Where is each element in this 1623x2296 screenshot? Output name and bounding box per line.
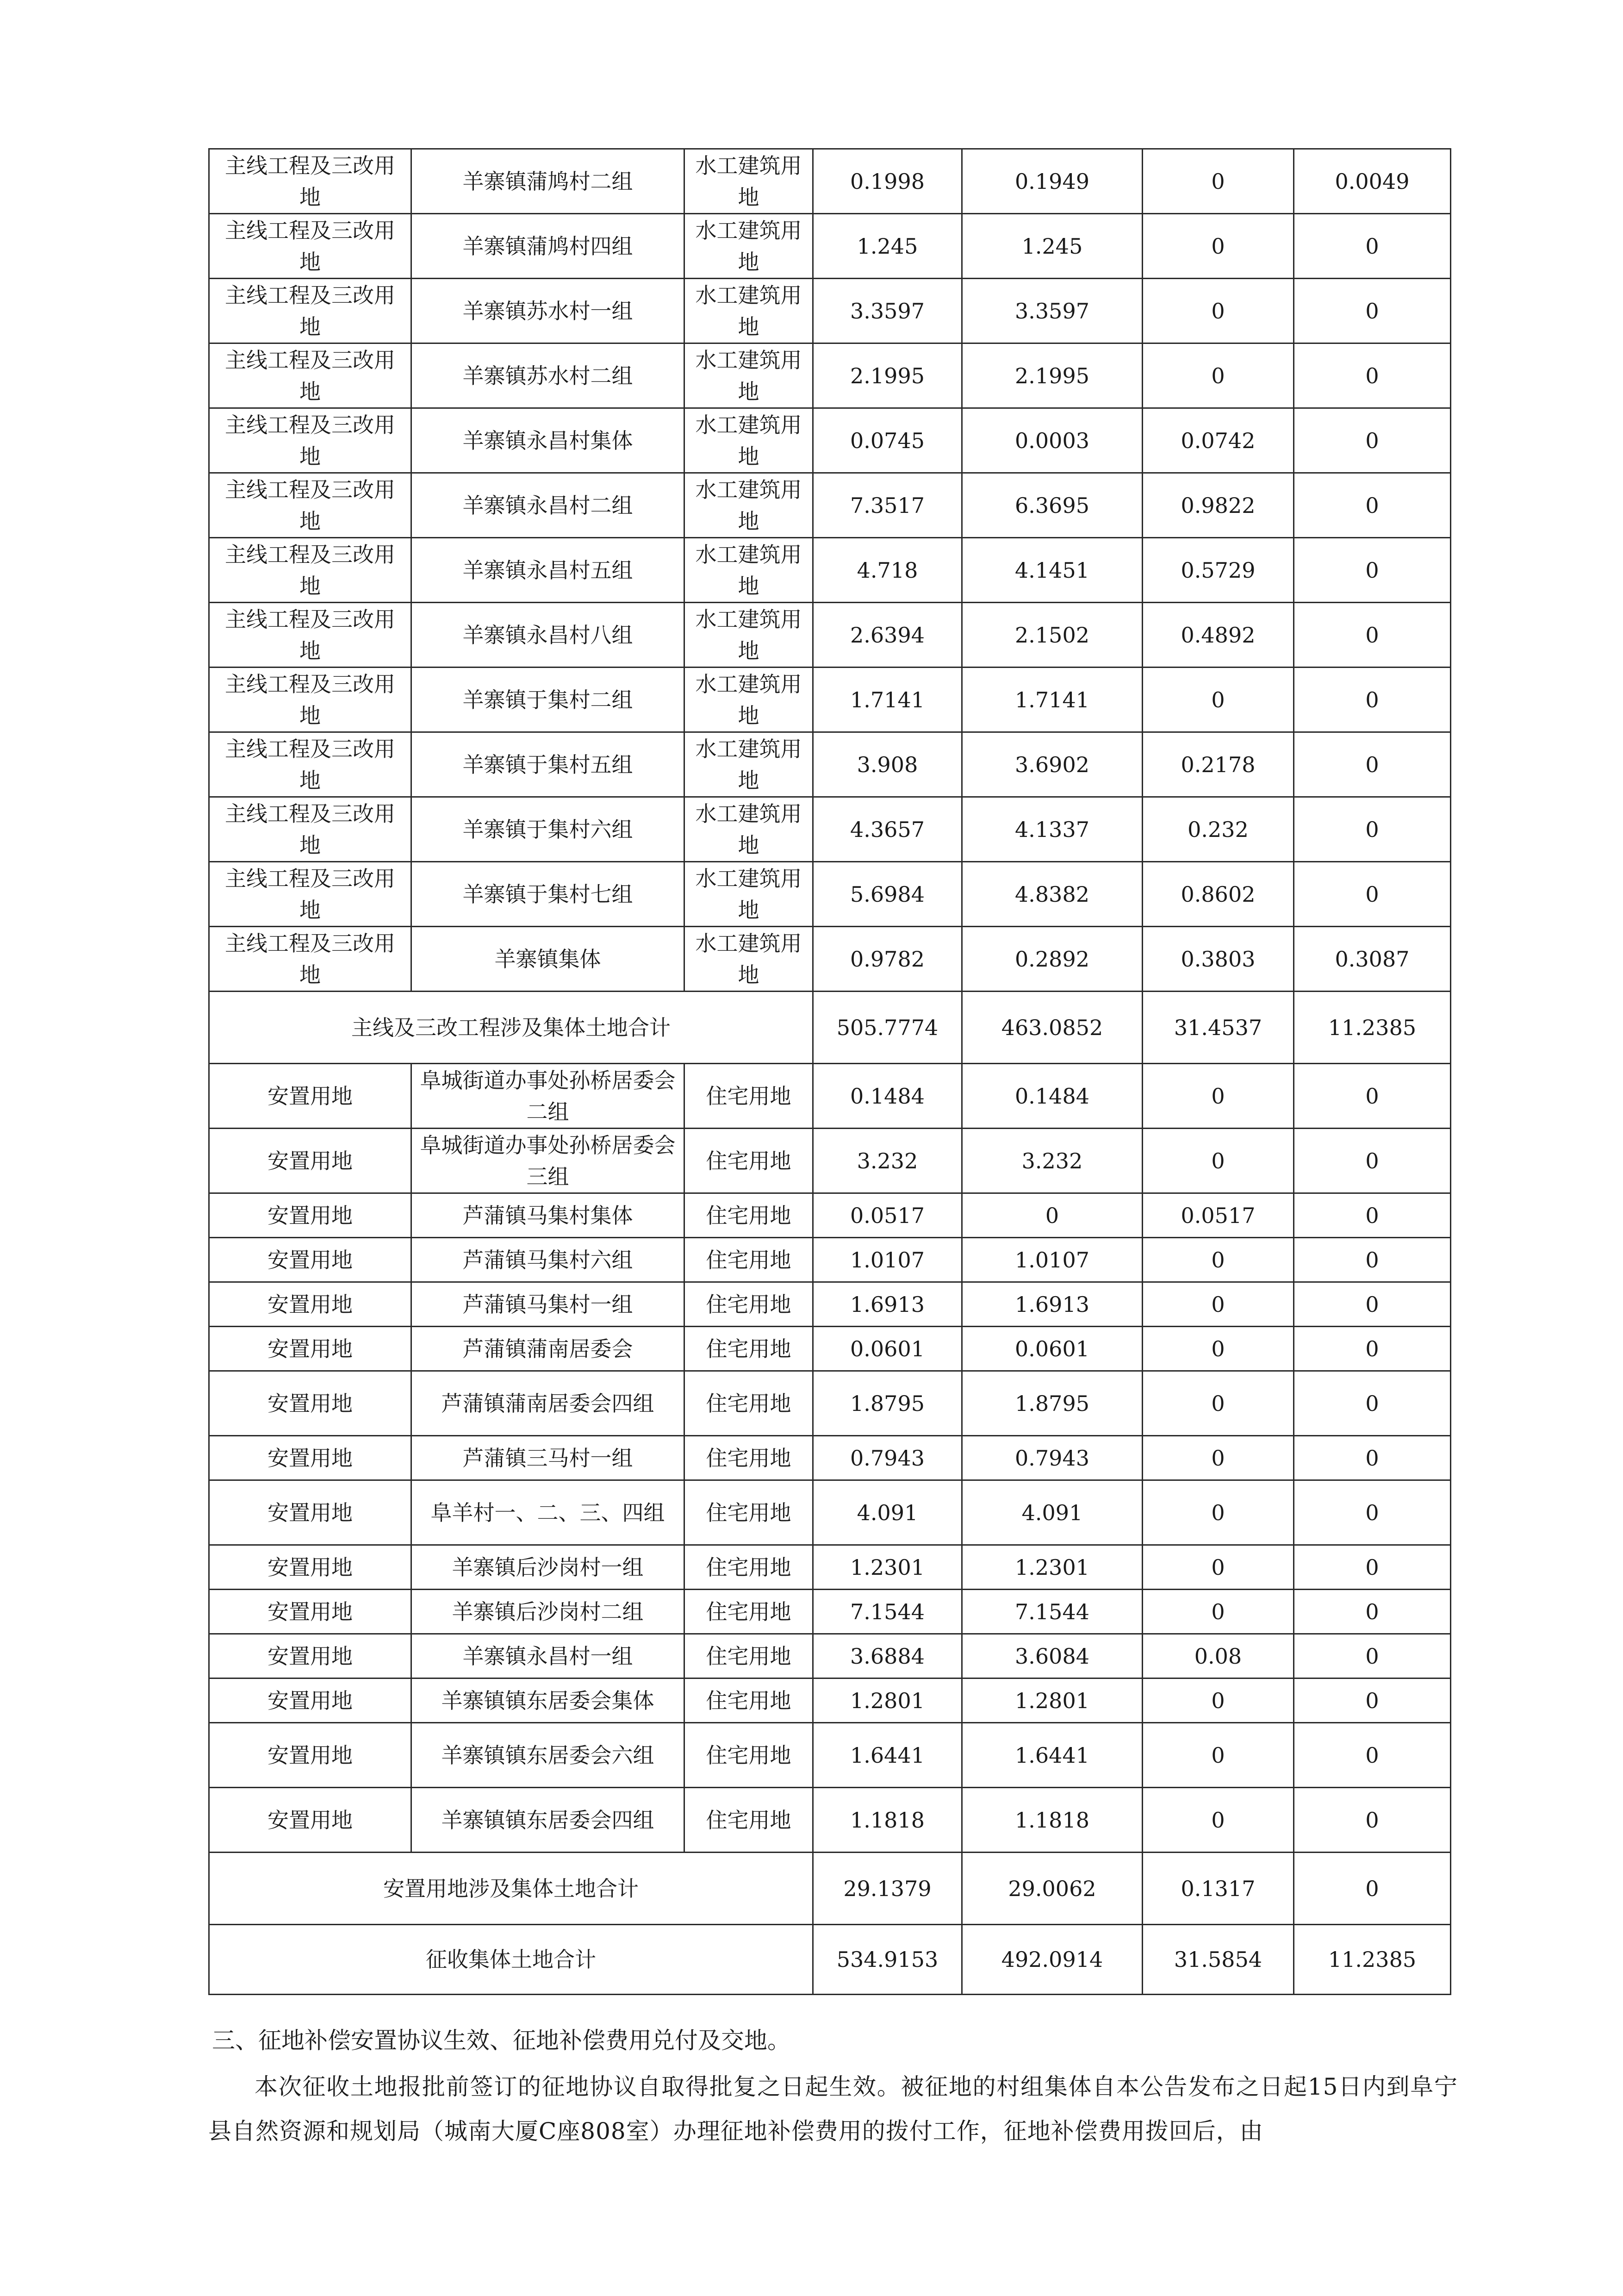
table-row [209, 1064, 1451, 1129]
land-type-cell: 住宅用地 [684, 1327, 813, 1371]
total-area-cell: 534.9153 [813, 1925, 962, 1995]
area-column-4-cell: 0 [1294, 1129, 1451, 1193]
land-type-cell: 住宅用地 [684, 1590, 813, 1634]
table-row [209, 1129, 1451, 1193]
land-type-cell: 水工建筑用地 [684, 668, 813, 732]
area-column-4-cell: 0 [1294, 1853, 1451, 1925]
land-purpose-cell: 主线工程及三改用地 [209, 408, 411, 473]
location-cell: 羊寨镇苏水村二组 [411, 343, 684, 408]
area-column-3-cell: 0.4892 [1143, 603, 1294, 668]
location-cell: 羊寨镇镇东居委会六组 [411, 1723, 684, 1788]
area-column-4-cell: 11.2385 [1294, 1925, 1451, 1995]
location-cell: 羊寨镇镇东居委会集体 [411, 1678, 684, 1723]
land-type-cell: 住宅用地 [684, 1371, 813, 1436]
table-row [209, 1480, 1451, 1545]
area-column-3-cell: 31.5854 [1143, 1925, 1294, 1995]
location-cell: 芦蒲镇蒲南居委会四组 [411, 1371, 684, 1436]
total-area-cell: 4.091 [813, 1480, 962, 1545]
area-column-4-cell: 0 [1294, 1545, 1451, 1590]
subtotal-label-cell: 安置用地涉及集体土地合计 [209, 1853, 813, 1925]
land-purpose-cell: 安置用地 [209, 1327, 411, 1371]
land-type-cell: 住宅用地 [684, 1480, 813, 1545]
land-purpose-cell: 安置用地 [209, 1193, 411, 1238]
total-area-cell: 0.1998 [813, 149, 962, 214]
location-cell: 羊寨镇永昌村五组 [411, 538, 684, 603]
area-column-4-cell: 0.0049 [1294, 149, 1451, 214]
area-column-2-cell: 492.0914 [962, 1925, 1143, 1995]
area-column-4-cell: 0 [1294, 279, 1451, 343]
area-column-4-cell: 0 [1294, 1590, 1451, 1634]
grand-total-row [209, 1925, 1451, 1995]
section-body-paragraph: 本次征收土地报批前签订的征地协议自取得批复之日起生效。被征地的村组集体自本公告发布之日起15日内到阜宁县自然资源和规划局（城南大厦C座808室）办理征地补偿费用的拨付工作，征地补偿费用拨回后，由 [208, 2073, 1458, 2145]
total-area-cell: 0.9782 [813, 927, 962, 992]
land-purpose-cell: 主线工程及三改用地 [209, 149, 411, 214]
land-type-cell: 住宅用地 [684, 1238, 813, 1282]
table-row [209, 1193, 1451, 1238]
land-type-cell: 水工建筑用地 [684, 732, 813, 797]
total-area-cell: 1.2301 [813, 1545, 962, 1590]
land-type-cell: 水工建筑用地 [684, 862, 813, 927]
area-column-2-cell: 1.2801 [962, 1678, 1143, 1723]
table-row [209, 1238, 1451, 1282]
table-row [209, 149, 1451, 214]
location-cell: 阜城街道办事处孙桥居委会三组 [411, 1129, 684, 1193]
area-column-2-cell: 0.0601 [962, 1327, 1143, 1371]
total-area-cell: 0.1484 [813, 1064, 962, 1129]
area-column-3-cell: 0.232 [1143, 797, 1294, 862]
table-row [209, 473, 1451, 538]
area-column-4-cell: 0.3087 [1294, 927, 1451, 992]
area-column-2-cell: 4.8382 [962, 862, 1143, 927]
table-row [209, 538, 1451, 603]
location-cell: 羊寨镇苏水村一组 [411, 279, 684, 343]
area-column-3-cell: 0.0517 [1143, 1193, 1294, 1238]
area-column-3-cell: 0 [1143, 1545, 1294, 1590]
land-purpose-cell: 主线工程及三改用地 [209, 473, 411, 538]
area-column-4-cell: 0 [1294, 732, 1451, 797]
total-area-cell: 1.6913 [813, 1282, 962, 1327]
location-cell: 羊寨镇集体 [411, 927, 684, 992]
land-purpose-cell: 主线工程及三改用地 [209, 279, 411, 343]
land-purpose-cell: 安置用地 [209, 1371, 411, 1436]
area-column-4-cell: 0 [1294, 1282, 1451, 1327]
total-area-cell: 505.7774 [813, 992, 962, 1064]
land-purpose-cell: 安置用地 [209, 1545, 411, 1590]
table-row [209, 214, 1451, 279]
area-column-4-cell: 0 [1294, 1436, 1451, 1480]
total-area-cell: 2.1995 [813, 343, 962, 408]
table-row [209, 603, 1451, 668]
total-area-cell: 0.7943 [813, 1436, 962, 1480]
location-cell: 羊寨镇于集村六组 [411, 797, 684, 862]
land-purpose-cell: 安置用地 [209, 1436, 411, 1480]
area-column-2-cell: 3.3597 [962, 279, 1143, 343]
location-cell: 芦蒲镇三马村一组 [411, 1436, 684, 1480]
area-column-2-cell: 0.1484 [962, 1064, 1143, 1129]
land-purpose-cell: 安置用地 [209, 1064, 411, 1129]
area-column-4-cell: 0 [1294, 408, 1451, 473]
table-row [209, 1436, 1451, 1480]
area-column-3-cell: 0.2178 [1143, 732, 1294, 797]
land-type-cell: 住宅用地 [684, 1723, 813, 1788]
section-heading: 三、征地补偿安置协议生效、征地补偿费用兑付及交地。 [212, 2027, 790, 2054]
area-column-2-cell: 0.2892 [962, 927, 1143, 992]
table-row [209, 1327, 1451, 1371]
land-type-cell: 水工建筑用地 [684, 408, 813, 473]
total-area-cell: 4.3657 [813, 797, 962, 862]
area-column-2-cell: 3.6084 [962, 1634, 1143, 1678]
area-column-3-cell: 0.5729 [1143, 538, 1294, 603]
land-type-cell: 住宅用地 [684, 1678, 813, 1723]
area-column-2-cell: 0.7943 [962, 1436, 1143, 1480]
total-area-cell: 1.7141 [813, 668, 962, 732]
area-column-3-cell: 0 [1143, 1590, 1294, 1634]
land-type-cell: 住宅用地 [684, 1634, 813, 1678]
total-area-cell: 7.1544 [813, 1590, 962, 1634]
area-column-2-cell: 2.1502 [962, 603, 1143, 668]
location-cell: 阜羊村一、二、三、四组 [411, 1480, 684, 1545]
area-column-3-cell: 0 [1143, 1064, 1294, 1129]
area-column-4-cell: 0 [1294, 1193, 1451, 1238]
location-cell: 羊寨镇永昌村八组 [411, 603, 684, 668]
area-column-3-cell: 0.8602 [1143, 862, 1294, 927]
total-area-cell: 3.232 [813, 1129, 962, 1193]
area-column-4-cell: 0 [1294, 343, 1451, 408]
location-cell: 羊寨镇镇东居委会四组 [411, 1788, 684, 1853]
land-type-cell: 水工建筑用地 [684, 473, 813, 538]
total-area-cell: 1.8795 [813, 1371, 962, 1436]
table-row [209, 1590, 1451, 1634]
area-column-3-cell: 0 [1143, 1480, 1294, 1545]
table-row [209, 408, 1451, 473]
location-cell: 芦蒲镇马集村一组 [411, 1282, 684, 1327]
area-column-2-cell: 0.1949 [962, 149, 1143, 214]
location-cell: 羊寨镇于集村七组 [411, 862, 684, 927]
land-purpose-cell: 安置用地 [209, 1129, 411, 1193]
location-cell: 羊寨镇后沙岗村二组 [411, 1590, 684, 1634]
area-column-3-cell: 0.0742 [1143, 408, 1294, 473]
area-column-4-cell: 0 [1294, 1064, 1451, 1129]
land-purpose-cell: 主线工程及三改用地 [209, 927, 411, 992]
area-column-2-cell: 7.1544 [962, 1590, 1143, 1634]
land-type-cell: 水工建筑用地 [684, 279, 813, 343]
area-column-2-cell: 1.2301 [962, 1545, 1143, 1590]
area-column-4-cell: 0 [1294, 473, 1451, 538]
area-column-3-cell: 0.3803 [1143, 927, 1294, 992]
land-purpose-cell: 主线工程及三改用地 [209, 668, 411, 732]
table-row [209, 1282, 1451, 1327]
area-column-4-cell: 0 [1294, 1634, 1451, 1678]
land-purpose-cell: 安置用地 [209, 1480, 411, 1545]
area-column-4-cell: 0 [1294, 1327, 1451, 1371]
land-type-cell: 住宅用地 [684, 1436, 813, 1480]
area-column-2-cell: 1.7141 [962, 668, 1143, 732]
land-purpose-cell: 安置用地 [209, 1723, 411, 1788]
table-row [209, 279, 1451, 343]
total-area-cell: 1.0107 [813, 1238, 962, 1282]
land-purpose-cell: 安置用地 [209, 1282, 411, 1327]
area-column-3-cell: 0 [1143, 1678, 1294, 1723]
subtotal-label-cell: 征收集体土地合计 [209, 1925, 813, 1995]
table-row [209, 343, 1451, 408]
land-purpose-cell: 主线工程及三改用地 [209, 343, 411, 408]
table-row [209, 1788, 1451, 1853]
area-column-4-cell: 0 [1294, 1678, 1451, 1723]
land-purpose-cell: 安置用地 [209, 1590, 411, 1634]
area-column-2-cell: 1.6913 [962, 1282, 1143, 1327]
area-column-3-cell: 0.1317 [1143, 1853, 1294, 1925]
table-row [209, 927, 1451, 992]
table-body [209, 149, 1451, 1995]
area-column-3-cell: 0 [1143, 214, 1294, 279]
location-cell: 阜城街道办事处孙桥居委会二组 [411, 1064, 684, 1129]
land-type-cell: 住宅用地 [684, 1545, 813, 1590]
area-column-2-cell: 0 [962, 1193, 1143, 1238]
location-cell: 羊寨镇永昌村集体 [411, 408, 684, 473]
location-cell: 芦蒲镇马集村集体 [411, 1193, 684, 1238]
area-column-3-cell: 0 [1143, 1327, 1294, 1371]
table-row [209, 1634, 1451, 1678]
land-purpose-cell: 安置用地 [209, 1238, 411, 1282]
subtotal-label-cell: 主线及三改工程涉及集体土地合计 [209, 992, 813, 1064]
land-purpose-cell: 主线工程及三改用地 [209, 797, 411, 862]
area-column-2-cell: 3.232 [962, 1129, 1143, 1193]
area-column-4-cell: 0 [1294, 1238, 1451, 1282]
table-row [209, 1723, 1451, 1788]
table-row [209, 1371, 1451, 1436]
area-column-4-cell: 0 [1294, 797, 1451, 862]
area-column-3-cell: 0.08 [1143, 1634, 1294, 1678]
area-column-2-cell: 2.1995 [962, 343, 1143, 408]
land-type-cell: 水工建筑用地 [684, 343, 813, 408]
total-area-cell: 1.1818 [813, 1788, 962, 1853]
area-column-4-cell: 0 [1294, 603, 1451, 668]
location-cell: 羊寨镇永昌村一组 [411, 1634, 684, 1678]
land-type-cell: 水工建筑用地 [684, 538, 813, 603]
location-cell: 羊寨镇蒲鸠村二组 [411, 149, 684, 214]
area-column-2-cell: 29.0062 [962, 1853, 1143, 1925]
land-type-cell: 住宅用地 [684, 1282, 813, 1327]
area-column-4-cell: 0 [1294, 1371, 1451, 1436]
area-column-3-cell: 0 [1143, 1238, 1294, 1282]
area-column-4-cell: 0 [1294, 214, 1451, 279]
total-area-cell: 0.0517 [813, 1193, 962, 1238]
table-row [209, 668, 1451, 732]
land-purpose-cell: 安置用地 [209, 1634, 411, 1678]
total-area-cell: 3.3597 [813, 279, 962, 343]
total-area-cell: 1.6441 [813, 1723, 962, 1788]
land-purpose-cell: 主线工程及三改用地 [209, 538, 411, 603]
land-type-cell: 住宅用地 [684, 1788, 813, 1853]
location-cell: 羊寨镇于集村五组 [411, 732, 684, 797]
area-column-4-cell: 0 [1294, 668, 1451, 732]
area-column-2-cell: 1.245 [962, 214, 1143, 279]
area-column-2-cell: 4.091 [962, 1480, 1143, 1545]
land-type-cell: 住宅用地 [684, 1064, 813, 1129]
area-column-3-cell: 0 [1143, 1371, 1294, 1436]
land-type-cell: 住宅用地 [684, 1193, 813, 1238]
location-cell: 羊寨镇后沙岗村一组 [411, 1545, 684, 1590]
land-purpose-cell: 主线工程及三改用地 [209, 862, 411, 927]
land-type-cell: 住宅用地 [684, 1129, 813, 1193]
area-column-2-cell: 1.0107 [962, 1238, 1143, 1282]
table-row [209, 862, 1451, 927]
land-type-cell: 水工建筑用地 [684, 927, 813, 992]
area-column-4-cell: 0 [1294, 1788, 1451, 1853]
area-column-2-cell: 4.1337 [962, 797, 1143, 862]
location-cell: 羊寨镇永昌村二组 [411, 473, 684, 538]
location-cell: 芦蒲镇蒲南居委会 [411, 1327, 684, 1371]
total-area-cell: 4.718 [813, 538, 962, 603]
total-area-cell: 3.6884 [813, 1634, 962, 1678]
area-column-4-cell: 0 [1294, 538, 1451, 603]
area-column-2-cell: 463.0852 [962, 992, 1143, 1064]
land-purpose-cell: 主线工程及三改用地 [209, 603, 411, 668]
land-purpose-cell: 主线工程及三改用地 [209, 732, 411, 797]
area-column-2-cell: 1.8795 [962, 1371, 1143, 1436]
total-area-cell: 3.908 [813, 732, 962, 797]
area-column-3-cell: 0 [1143, 1129, 1294, 1193]
total-area-cell: 1.245 [813, 214, 962, 279]
area-column-3-cell: 0 [1143, 1788, 1294, 1853]
land-purpose-cell: 主线工程及三改用地 [209, 214, 411, 279]
area-column-3-cell: 0 [1143, 149, 1294, 214]
land-acquisition-table [208, 148, 1451, 1995]
area-column-3-cell: 31.4537 [1143, 992, 1294, 1064]
total-area-cell: 2.6394 [813, 603, 962, 668]
total-area-cell: 0.0601 [813, 1327, 962, 1371]
area-column-2-cell: 0.0003 [962, 408, 1143, 473]
area-column-4-cell: 11.2385 [1294, 992, 1451, 1064]
area-column-4-cell: 0 [1294, 862, 1451, 927]
area-column-3-cell: 0 [1143, 279, 1294, 343]
total-area-cell: 5.6984 [813, 862, 962, 927]
land-type-cell: 水工建筑用地 [684, 603, 813, 668]
total-area-cell: 1.2801 [813, 1678, 962, 1723]
area-column-3-cell: 0 [1143, 668, 1294, 732]
area-column-4-cell: 0 [1294, 1723, 1451, 1788]
subtotal-row-settlement [209, 1853, 1451, 1925]
table-row [209, 1545, 1451, 1590]
table-row [209, 732, 1451, 797]
area-column-2-cell: 1.1818 [962, 1788, 1143, 1853]
location-cell: 芦蒲镇马集村六组 [411, 1238, 684, 1282]
area-column-2-cell: 6.3695 [962, 473, 1143, 538]
subtotal-row-main [209, 992, 1451, 1064]
land-purpose-cell: 安置用地 [209, 1788, 411, 1853]
area-column-3-cell: 0 [1143, 1282, 1294, 1327]
land-type-cell: 水工建筑用地 [684, 214, 813, 279]
total-area-cell: 0.0745 [813, 408, 962, 473]
location-cell: 羊寨镇于集村二组 [411, 668, 684, 732]
area-column-3-cell: 0 [1143, 1436, 1294, 1480]
land-purpose-cell: 安置用地 [209, 1678, 411, 1723]
table-row [209, 797, 1451, 862]
area-column-2-cell: 4.1451 [962, 538, 1143, 603]
area-column-3-cell: 0 [1143, 343, 1294, 408]
total-area-cell: 7.3517 [813, 473, 962, 538]
land-type-cell: 水工建筑用地 [684, 797, 813, 862]
area-column-3-cell: 0.9822 [1143, 473, 1294, 538]
area-column-2-cell: 1.6441 [962, 1723, 1143, 1788]
land-type-cell: 水工建筑用地 [684, 149, 813, 214]
area-column-4-cell: 0 [1294, 1480, 1451, 1545]
location-cell: 羊寨镇蒲鸠村四组 [411, 214, 684, 279]
area-column-2-cell: 3.6902 [962, 732, 1143, 797]
total-area-cell: 29.1379 [813, 1853, 962, 1925]
area-column-3-cell: 0 [1143, 1723, 1294, 1788]
table-row [209, 1678, 1451, 1723]
